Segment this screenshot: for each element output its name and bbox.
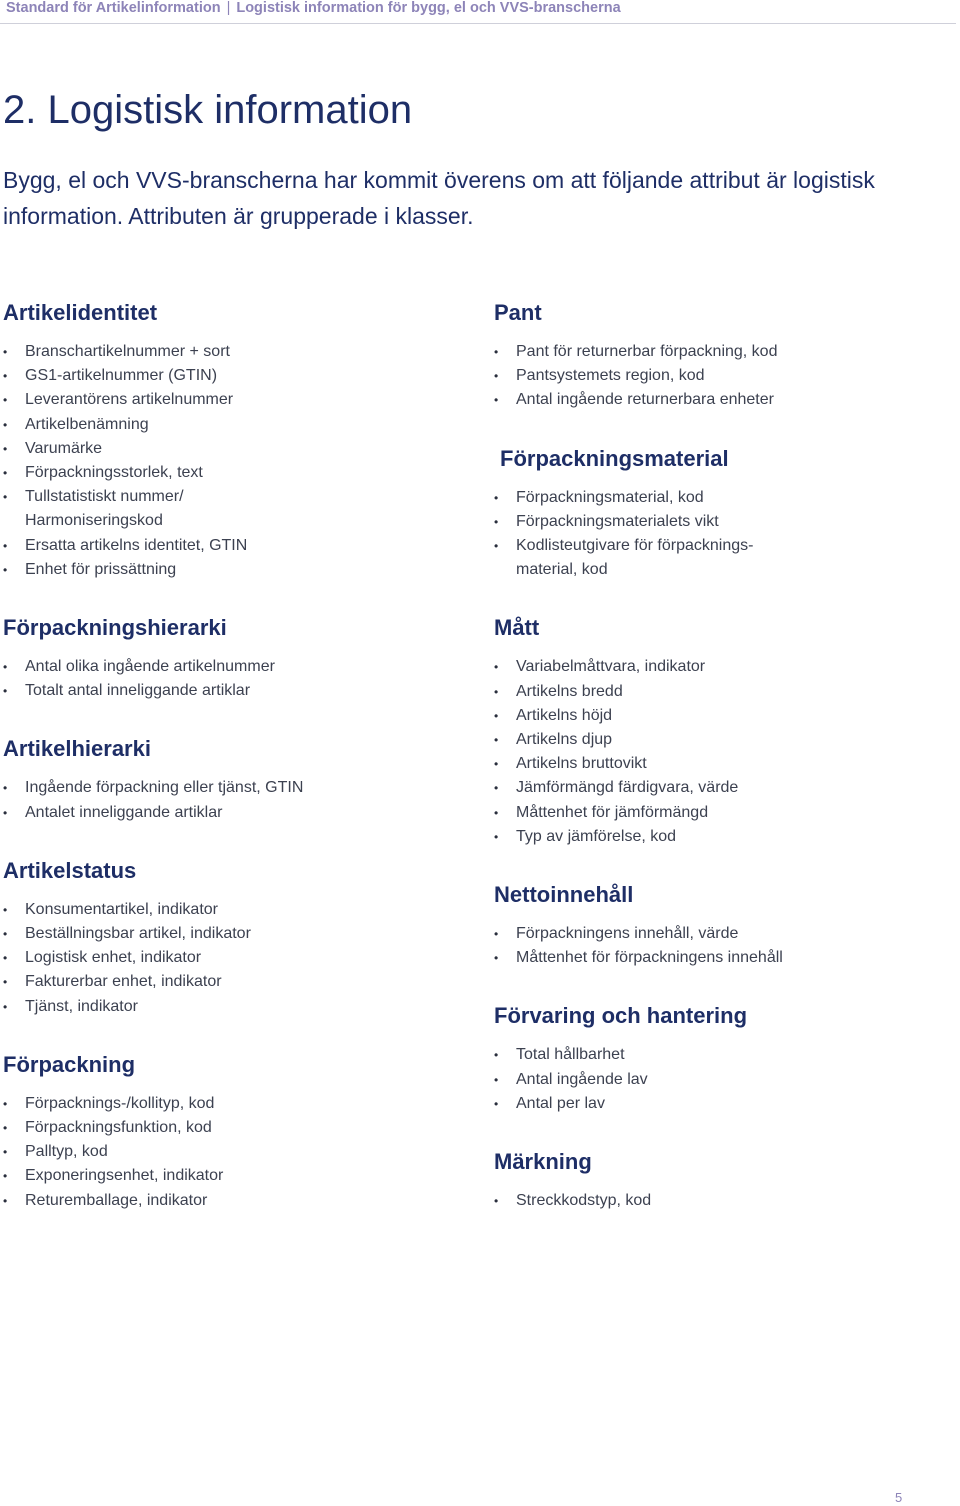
header-separator: | bbox=[226, 0, 231, 16]
list-item: • Totalt antal inneliggande artiklar bbox=[3, 679, 443, 703]
section-artikelstatus bbox=[3, 855, 443, 1019]
list-item: • Artikelns höjd bbox=[494, 704, 934, 728]
list-item: • Enhet för prissättning bbox=[3, 558, 443, 582]
attribute-list bbox=[494, 340, 934, 413]
attribute-list bbox=[3, 340, 443, 582]
section-heading: Förvaring och hantering bbox=[494, 1003, 748, 1029]
left-column bbox=[3, 297, 443, 1243]
list-item: • Artikelns djup bbox=[494, 728, 934, 752]
list-item: • Antal olika ingående artikelnummer bbox=[3, 655, 443, 679]
list-item: • Streckkodstyp, kod bbox=[494, 1189, 934, 1213]
list-item: • Tjänst, indikator bbox=[3, 995, 443, 1019]
list-item: • Förpackningsmaterialets vikt bbox=[494, 510, 934, 534]
list-item: • Måttenhet för förpackningens innehåll bbox=[494, 946, 934, 970]
section-heading: Förpackningsmaterial bbox=[500, 445, 729, 471]
attribute-list bbox=[494, 655, 934, 849]
list-item: • Måttenhet för jämförmängd bbox=[494, 801, 934, 825]
list-item: • Varumärke bbox=[3, 437, 443, 461]
section-artikelidentitet bbox=[3, 297, 443, 582]
header-section-title: Logistisk information för bygg, el och VVS-branscherna bbox=[236, 0, 621, 16]
header-document-title: Standard för Artikelinformation bbox=[6, 0, 221, 16]
list-item: • Antalet inneliggande artiklar bbox=[3, 801, 443, 825]
section-matt bbox=[494, 612, 934, 849]
section-nettoinnehall bbox=[494, 879, 934, 970]
list-item: • Fakturerbar enhet, indikator bbox=[3, 970, 443, 994]
section-forpackningshierarki bbox=[3, 612, 443, 703]
section-artikelhierarki bbox=[3, 733, 443, 824]
list-item: • Pantsystemets region, kod bbox=[494, 364, 934, 388]
list-item: material, kod bbox=[516, 561, 608, 579]
section-heading: Nettoinnehåll bbox=[494, 882, 634, 908]
list-item: • Artikelns bruttovikt bbox=[494, 752, 934, 776]
list-item: • Ersatta artikelns identitet, GTIN bbox=[3, 534, 443, 558]
list-item: • Total hållbarhet bbox=[494, 1043, 934, 1067]
section-pant bbox=[494, 297, 934, 413]
section-markning bbox=[494, 1146, 934, 1213]
attribute-list bbox=[494, 486, 934, 583]
list-item: • Förpacknings-/kollityp, kod bbox=[3, 1092, 443, 1116]
section-heading: Artikelhierarki bbox=[3, 736, 151, 762]
attribute-list bbox=[3, 898, 443, 1019]
attribute-list bbox=[494, 1043, 934, 1116]
section-heading: Artikelstatus bbox=[3, 857, 137, 883]
list-item: • Kodlisteutgivare för förpacknings- bbox=[494, 534, 934, 558]
list-item: • Palltyp, kod bbox=[3, 1140, 443, 1164]
attribute-list bbox=[494, 1189, 934, 1213]
page-title: 2. Logistisk information bbox=[3, 88, 413, 132]
section-heading: Mått bbox=[494, 615, 540, 641]
list-item: Harmoniseringskod bbox=[25, 512, 163, 530]
section-forpackning bbox=[3, 1049, 443, 1213]
section-forvaring-och-hantering bbox=[494, 1000, 934, 1116]
list-item: • Leverantörens artikelnummer bbox=[3, 388, 443, 412]
section-heading: Pant bbox=[494, 300, 542, 325]
section-forpackningsmaterial bbox=[494, 443, 934, 583]
header-divider bbox=[0, 23, 956, 24]
list-item: • Typ av jämförelse, kod bbox=[494, 825, 934, 849]
list-item: • Branschartikelnummer + sort bbox=[3, 340, 443, 364]
list-item: • Antal ingående returnerbara enheter bbox=[494, 388, 934, 412]
attribute-list bbox=[3, 776, 443, 824]
list-item: • Antal ingående lav bbox=[494, 1068, 934, 1092]
list-item: • Tullstatistiskt nummer/ bbox=[3, 485, 443, 509]
list-item: • Jämförmängd färdigvara, värde bbox=[494, 776, 934, 800]
list-item: • Logistisk enhet, indikator bbox=[3, 946, 443, 970]
running-header bbox=[6, 0, 621, 22]
right-column bbox=[494, 297, 934, 1243]
attribute-list bbox=[3, 1092, 443, 1213]
attribute-list bbox=[494, 922, 934, 970]
list-item: • Variabelmåttvara, indikator bbox=[494, 655, 934, 679]
section-heading: Förpackning bbox=[3, 1051, 136, 1077]
list-item: • Pant för returnerbar förpackning, kod bbox=[494, 340, 934, 364]
list-item: • Förpackningens innehåll, värde bbox=[494, 922, 934, 946]
list-item: • Artikelns bredd bbox=[494, 680, 934, 704]
list-item: • Antal per lav bbox=[494, 1092, 934, 1116]
list-item: • Konsumentartikel, indikator bbox=[3, 898, 443, 922]
section-heading: Märkning bbox=[494, 1149, 592, 1175]
list-item: • GS1-artikelnummer (GTIN) bbox=[3, 364, 443, 388]
list-item: • Artikelbenämning bbox=[3, 413, 443, 437]
list-item: • Förpackningsmaterial, kod bbox=[494, 486, 934, 510]
list-item: • Returemballage, indikator bbox=[3, 1189, 443, 1213]
list-item: • Beställningsbar artikel, indikator bbox=[3, 922, 443, 946]
page-number: 5 bbox=[895, 1490, 903, 1505]
section-heading: Förpackningshierarki bbox=[3, 615, 227, 641]
section-heading: Artikelidentitet bbox=[3, 300, 158, 325]
intro-paragraph: Bygg, el och VVS-branscherna har kommit överens om att följande attribut är logistisk information. Attributen är grupperade i klasser. bbox=[3, 167, 875, 229]
attribute-list bbox=[3, 655, 443, 703]
list-item: • Förpackningsstorlek, text bbox=[3, 461, 443, 485]
list-item: • Förpackningsfunktion, kod bbox=[3, 1116, 443, 1140]
list-item: • Ingående förpackning eller tjänst, GTIN bbox=[3, 776, 443, 800]
list-item: • Exponeringsenhet, indikator bbox=[3, 1164, 443, 1188]
